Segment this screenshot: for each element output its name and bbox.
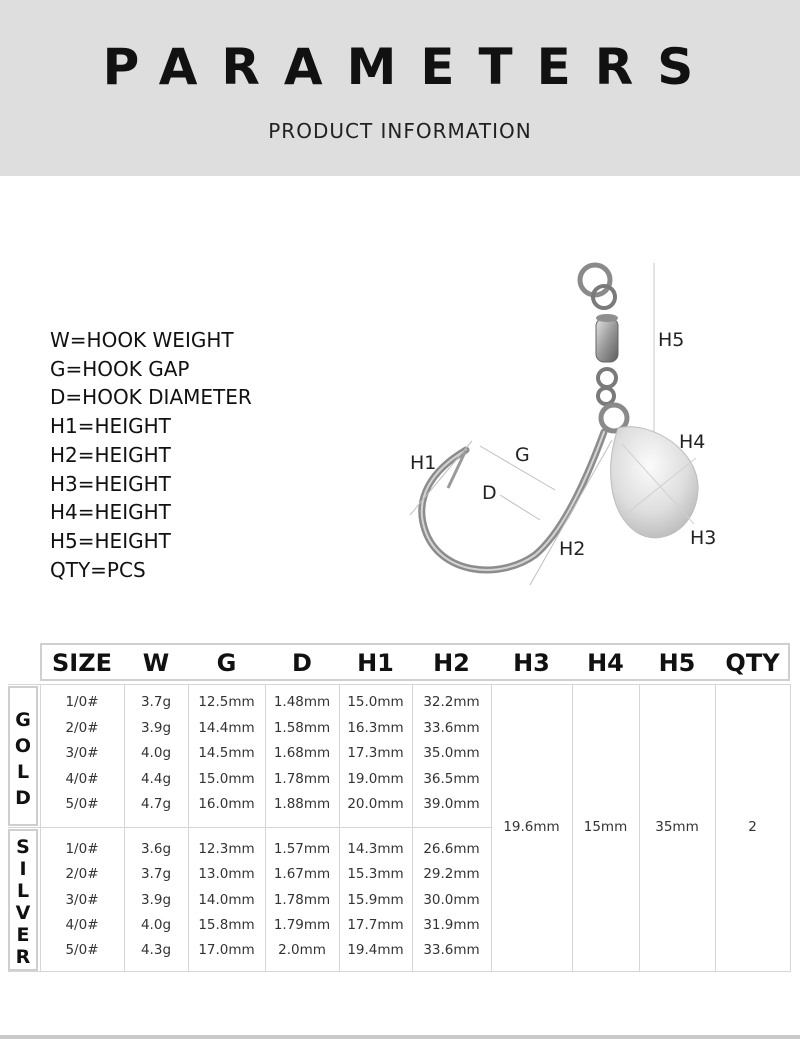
group-label-letter: L [16,761,30,783]
table-cell: 29.2mm [423,866,480,883]
table-cell: 36.5mm [423,770,480,787]
table-cell: 4/0# [65,770,99,787]
column-header-h2: H2 [433,649,470,677]
table-border-top [8,684,790,685]
table-cell: 16.0mm [198,796,255,812]
table-cell: 1.79mm [273,916,331,933]
table-cell: 32.2mm [423,694,480,710]
column-header-qty: QTY [725,649,780,677]
group-label-letter: D [15,787,31,809]
table-border-right [790,684,791,972]
table-cell: 39.0mm [423,796,480,812]
table-cell: 4.4g [140,770,172,787]
legend-item: D=HOOK DIAMETER [50,385,252,410]
g-label: G [515,444,530,466]
table-cell: 1.88mm [273,796,331,812]
legend-item: H2=HEIGHT [50,442,171,467]
group-label-letter: R [15,946,31,968]
table-cell: 13.0mm [198,866,255,883]
table-cell: 3/0# [65,745,99,761]
table-cell: 3/0# [65,891,99,908]
group-label-letter: V [15,902,31,924]
table-cell: 1.58mm [273,719,331,736]
column-header-g: G [216,649,237,677]
table-cell: 14.0mm [198,891,255,908]
table-cell: 14.3mm [347,841,404,857]
table-cell: 15.0mm [347,694,404,710]
table-cell: 12.5mm [198,694,255,710]
table-cell: 1/0# [65,694,99,710]
table-cell: 14.4mm [198,719,255,736]
table-cell: 4/0# [65,916,99,933]
group-label-letter: I [19,858,27,880]
legend-item: H5=HEIGHT [50,528,171,553]
table-cell: 33.6mm [423,942,480,959]
parameter-legend [50,326,252,584]
table-border-bottom [8,971,790,972]
table-cell: 17.3mm [347,745,404,761]
h2-label: H2 [559,538,586,560]
group-divider [8,827,491,828]
table-cell: 3.9g [140,891,172,908]
table-cell: 15.3mm [347,866,404,883]
table-cell: 1/0# [65,841,99,857]
table-cell: 3.9g [140,719,172,736]
table-cell: 30.0mm [423,891,480,908]
d-dimension-line [500,495,540,520]
h4-label: H4 [679,431,706,453]
table-cell: 12.3mm [198,841,255,857]
legend-item: QTY=PCS [50,557,146,582]
table-cell: 2/0# [65,719,99,736]
h5-label: H5 [658,329,685,351]
table-cell: 5/0# [65,796,99,812]
merged-cell-qty: 2 [748,819,757,835]
table-cell: 1.78mm [273,770,331,787]
header-banner [0,0,800,176]
table-cell: 26.6mm [423,841,480,857]
page-title: PARAMETERS [102,38,718,96]
table-cell: 1.68mm [273,745,331,761]
table-cell: 19.0mm [347,770,404,787]
table-cell: 17.7mm [347,916,404,933]
table-cell: 1.67mm [273,866,331,883]
group-label-letter: E [16,924,30,946]
table-cell: 3.6g [140,841,172,857]
table-cell: 4.0g [140,745,172,761]
table-cell: 1.48mm [273,694,331,710]
h3-label: H3 [690,527,717,549]
table-cell: 3.7g [140,866,172,883]
table-cell: 15.8mm [198,916,255,933]
table-cell: 15.9mm [347,891,404,908]
table-cell: 15.0mm [198,770,255,787]
group-label-silver [8,836,38,968]
group-label-letter: L [16,880,30,902]
legend-item: H4=HEIGHT [50,500,171,525]
column-header-h5: H5 [658,649,696,677]
hook-illustration [400,255,740,595]
group-label-letter: G [15,709,31,731]
column-header-w: W [142,649,170,677]
legend-item: H1=HEIGHT [50,414,171,439]
legend-item: H3=HEIGHT [50,471,171,496]
group-label-letter: S [16,836,30,858]
column-header-h4: H4 [587,649,624,677]
page-subtitle: PRODUCT INFORMATION [268,119,532,143]
merged-cell-h5: 35mm [655,819,699,835]
table-cell: 19.4mm [347,942,404,959]
table-cell: 3.7g [140,694,172,710]
table-cell: 2/0# [65,866,99,883]
column-header-size: SIZE [51,649,112,677]
legend-item: G=HOOK GAP [50,356,190,381]
merged-cell-h4: 15mm [583,819,628,835]
table-cell: 4.7g [140,796,172,812]
table-cell: 20.0mm [347,796,404,812]
h1-label: H1 [410,452,437,474]
column-header-h3: H3 [513,649,550,677]
table-cell: 17.0mm [198,942,255,959]
table-cell: 2.0mm [278,942,326,959]
footer-divider [0,1035,800,1039]
swivel [596,318,618,362]
merged-cell-h3: 19.6mm [503,819,560,835]
legend-item: W=HOOK WEIGHT [50,328,234,352]
group-label-letter: O [14,735,32,757]
h2-dimension-line [530,440,612,585]
table-cell: 14.5mm [198,745,255,761]
table-cell: 4.0g [140,916,172,933]
table-cell: 31.9mm [423,916,480,933]
table-cell: 1.57mm [273,841,331,857]
d-label: D [482,482,497,504]
column-header-h1: H1 [357,649,394,677]
column-header-d: D [292,649,312,677]
table-cell: 1.78mm [273,891,331,908]
group-label-gold [8,707,38,811]
table-cell: 5/0# [65,942,99,959]
table-cell: 33.6mm [423,719,480,736]
table-cell: 4.3g [140,942,172,959]
table-cell: 35.0mm [423,745,480,761]
table-cell: 16.3mm [347,719,404,736]
